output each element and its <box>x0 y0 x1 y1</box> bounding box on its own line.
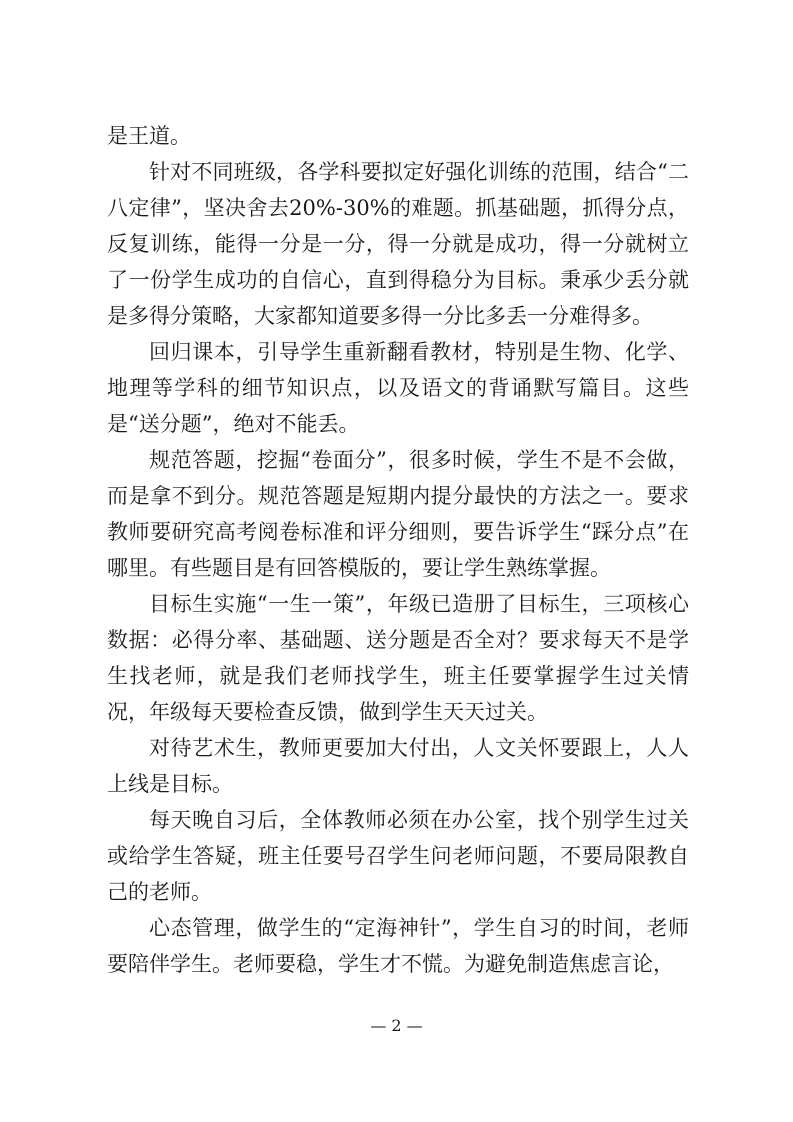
paragraph-training-scope: 针对不同班级，各学科要拟定好强化训练的范围，结合“二八定律”，坚决舍去20%-30%的难题。抓基础题，抓得分点，反复训练，能得一分是一分，得一分就是成功，得一分就树立了一份学生成功的自信心，直到得稳分为目标。秉承少丢分就是多得分策略，大家都知道要多得一分比多丢一分难得多。 <box>107 160 689 328</box>
paragraph-return-textbook: 回归课本，引导学生重新翻看教材，特别是生物、化学、地理等学科的细节知识点，以及语文的背诵默写篇目。这些是“送分题”，绝对不能丢。 <box>107 340 689 436</box>
paragraph-standard-answers: 规范答题，挖掘“卷面分”，很多时候，学生不是不会做，而是拿不到分。规范答题是短期内提分最快的方法之一。要求教师要研究高考阅卷标准和评分细则，要告诉学生“踩分点”在哪里。有些题目是有回答模版的，要让学生熟练掌握。 <box>107 448 689 580</box>
paragraph-target-students: 目标生实施“一生一策”，年级已造册了目标生，三项核心数据：必得分率、基础题、送分题是否全对？要求每天不是学生找老师，就是我们老师找学生，班主任要掌握学生过关情况，年级每天要检查反馈，做到学生天天过关。 <box>107 592 689 724</box>
paragraph-evening-study: 每天晚自习后，全体教师必须在办公室，找个别学生过关或给学生答疑，班主任要号召学生问老师问题，不要局限教自己的老师。 <box>107 808 689 904</box>
body-text <box>107 118 689 982</box>
paragraph-continued: 是王道。 <box>107 124 191 148</box>
paragraph-art-students: 对待艺术生，教师更要加大付出，人文关怀要跟上，人人上线是目标。 <box>107 736 689 796</box>
paragraph-mindset-management: 心态管理，做学生的“定海神针”，学生自习的时间，老师要陪伴学生。老师要稳，学生才不慌。为避免制造焦虑言论， <box>107 916 689 976</box>
page-number: — 2 — <box>370 1016 423 1035</box>
